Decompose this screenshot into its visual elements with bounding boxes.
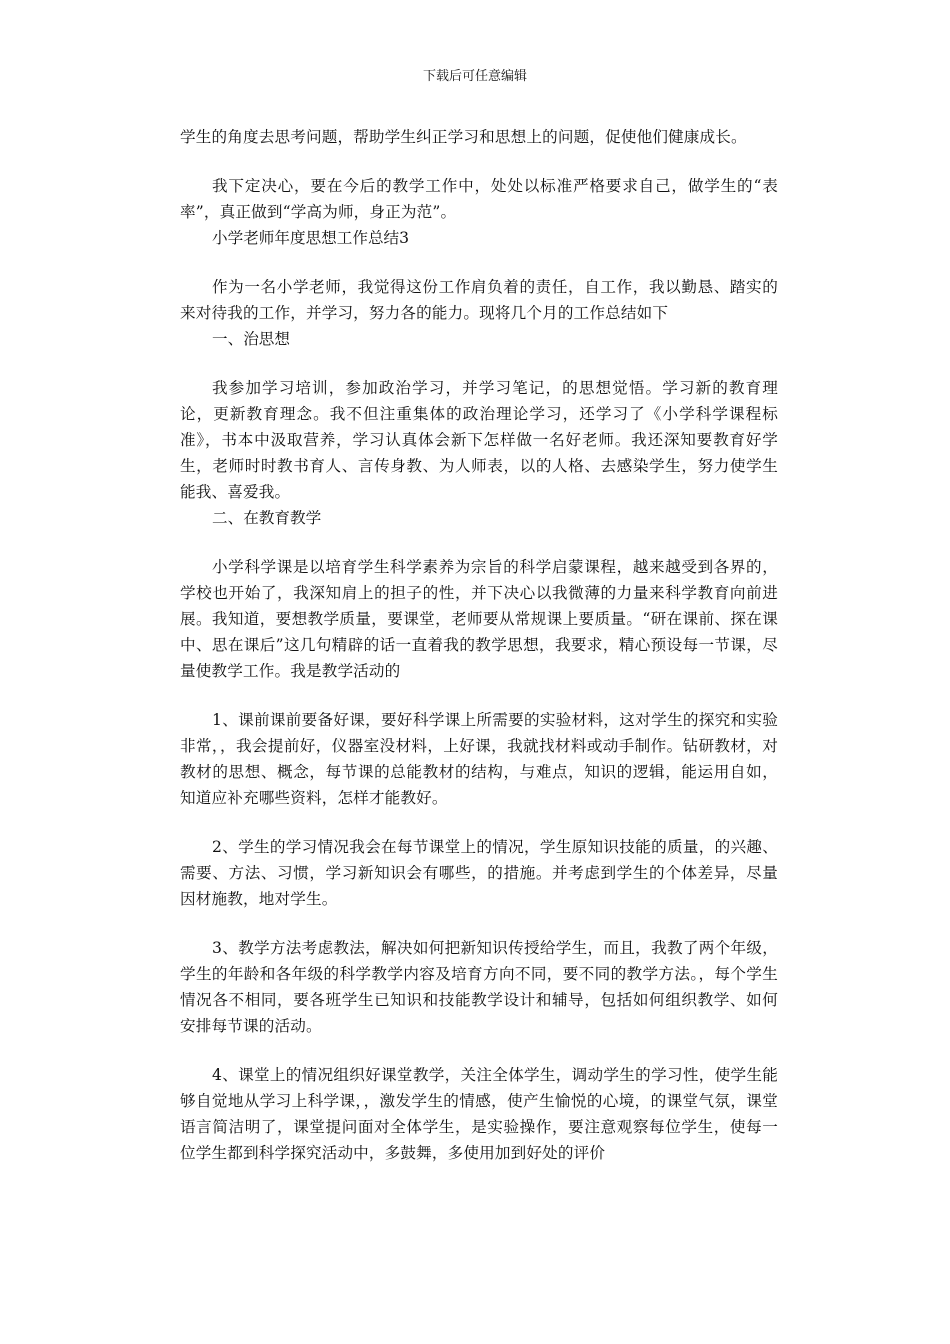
- paragraph-item-2: 2、学生的学习情况我会在每节课堂上的情况，学生原知识技能的质量，的兴趣、需要、方法、习惯，学习新知识会有哪些，的措施。并考虑到学生的个体差异，尽量因材施教，地对学生。: [180, 838, 778, 908]
- paragraph-item-1: 1、课前课前要备好课，要好科学课上所需要的实验材料，这对学生的探究和实验非常，，我会提前好，仪器室没材料，上好课，我就找材料或动手制作。钻研教材，对教材的思想、概念，每节课的总能教材的结构，与难点，知识的逻辑，能运用自如，知道应补充哪些资料，怎样才能教好。: [180, 711, 778, 807]
- paragraph-item-3: 3、教学方法考虑教法，解决如何把新知识传授给学生，而且，我教了两个年级，学生的年龄和各年级的科学教学内容及培育方向不同，要不同的教学方法。，每个学生情况各不相同，要各班学生已知识和技能教学设计和辅导，包括如何组织教学、如何安排每节课的活动。: [180, 939, 778, 1035]
- heading-politics: 一、治思想: [212, 330, 290, 348]
- header-note: 下载后可任意编辑: [422, 69, 527, 84]
- paragraph-intro: 作为一名小学老师，我觉得这份工作肩负着的责任，自工作，我以勤恳、踏实的来对待我的工作，并学习，努力各的能力。现将几个月的工作总结如下: [180, 278, 778, 322]
- paragraph-teaching: 小学科学课是以培育学生科学素养为宗旨的科学启蒙课程，越来越受到各界的，学校也开始了，我深知肩上的担子的性，并下决心以我微薄的力量来科学教育向前进展。我知道，要想教学质量，要课堂，老师要从常规课上要质量。“研在课前、探在课中、思在课后”这几句精辟的话一直着我的教学思想，我要求，精心预设每一节课，尽量使教学工作。我是教学活动的: [180, 558, 778, 680]
- paragraph-politics: 我参加学习培训，参加政治学习，并学习笔记，的思想觉悟。学习新的教育理论，更新教育理念。我不但注重集体的政治理论学习，还学习了《小学科学课程标准》，书本中汲取营养，学习认真体会新下怎样做一名好老师。我还深知要教育好学生，老师时时教书育人、言传身教、为人师表，以的人格、去感染学生，努力使学生能我、喜爱我。: [180, 379, 778, 501]
- paragraph-continuation: 学生的角度去思考问题，帮助学生纠正学习和思想上的问题，促使他们健康成长。: [180, 128, 747, 146]
- document-body: [180, 124, 778, 1166]
- paragraph-resolution: 我下定决心，要在今后的教学工作中，处处以标准严格要求自己，做学生的“表率”，真正做到“学高为师，身正为范”。: [180, 177, 778, 221]
- heading-teaching: 二、在教育教学: [212, 509, 322, 527]
- paragraph-item-4: 4、课堂上的情况组织好课堂教学，关注全体学生，调动学生的学习性，使学生能够自觉地从学习上科学课，，激发学生的情感，使产生愉悦的心境，的课堂气氛，课堂语言简洁明了，课堂提问面对全体学生，是实验操作，要注意观察每位学生，使每一位学生都到科学探究活动中，多鼓舞，多使用加到好处的评价: [180, 1066, 778, 1162]
- section-title: 小学老师年度思想工作总结3: [212, 229, 410, 247]
